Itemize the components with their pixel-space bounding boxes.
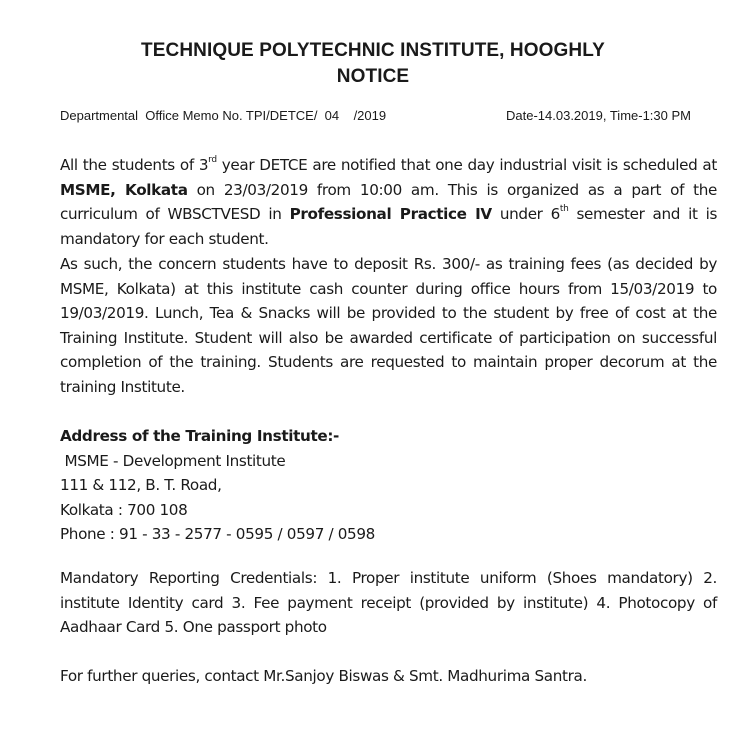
notice-heading: NOTICE [336,66,410,87]
p1-bold-location: MSME, Kolkata [60,180,188,199]
p1-text-3: on 23/03/2019 from 10:00 am. This is organized as a part of the curriculum of WBSCTVESD in [60,180,717,223]
address-line: Kolkata : 700 108 [60,500,188,519]
address-phone: Phone : 91 - 33 - 2577 - 0595 / 0597 / 0598 [60,525,375,543]
reporting-credentials: Mandatory Reporting Credentials: 1. Proper institute uniform (Shoes mandatory) 2. institute Identity card 3. Fee payment receipt (provided by institute) 4. Photocopy of Aadhaar Card 5. One passport photo [60,569,717,636]
institute-title: TECHNIQUE POLYTECHNIC INSTITUTE, HOOGHLY [141,40,605,61]
p1-sup-rd: rd [208,154,217,165]
address-block [60,424,375,547]
p1-sup-th: th [559,203,569,214]
p1-text-4: under 6 [491,205,560,223]
address-line: 111 & 112, B. T. Road, [60,476,222,494]
p1-text-5: semester and it is mandatory for each student. [60,205,718,248]
address-line: MSME - Development Institute [60,451,286,470]
p1-text-2: year DETCE are notified that one day industrial visit is scheduled at [216,156,717,174]
memo-datetime: Date-14.03.2019, Time-1:30 PM [506,108,691,123]
memo-reference: Departmental Office Memo No. TPI/DETCE/ 04 /2019 [60,108,387,123]
paragraph-fees: As such, the concern students have to deposit Rs. 300/- as training fees (as decided by MSME, Kolkata) at this institute cash counter during office hours from 15/03/2019 to 19/03/2019. Lunch, Tea & Snacks will be provided to the student by free of cost at the Training Institute. Student will also be awarded certificate of participation on successful completion of the training. Students are requested to maintain proper decorum at the training Institute. [60,255,717,396]
paragraph-visit-details [60,153,717,251]
p1-text-1: All the students of 3 [60,156,209,174]
p1-bold-course: Professional Practice IV [289,205,492,223]
contact-line: For further queries, contact Mr.Sanjoy Biswas & Smt. Madhurima Santra. [60,667,587,685]
address-heading: Address of the Training Institute:- [60,427,339,445]
